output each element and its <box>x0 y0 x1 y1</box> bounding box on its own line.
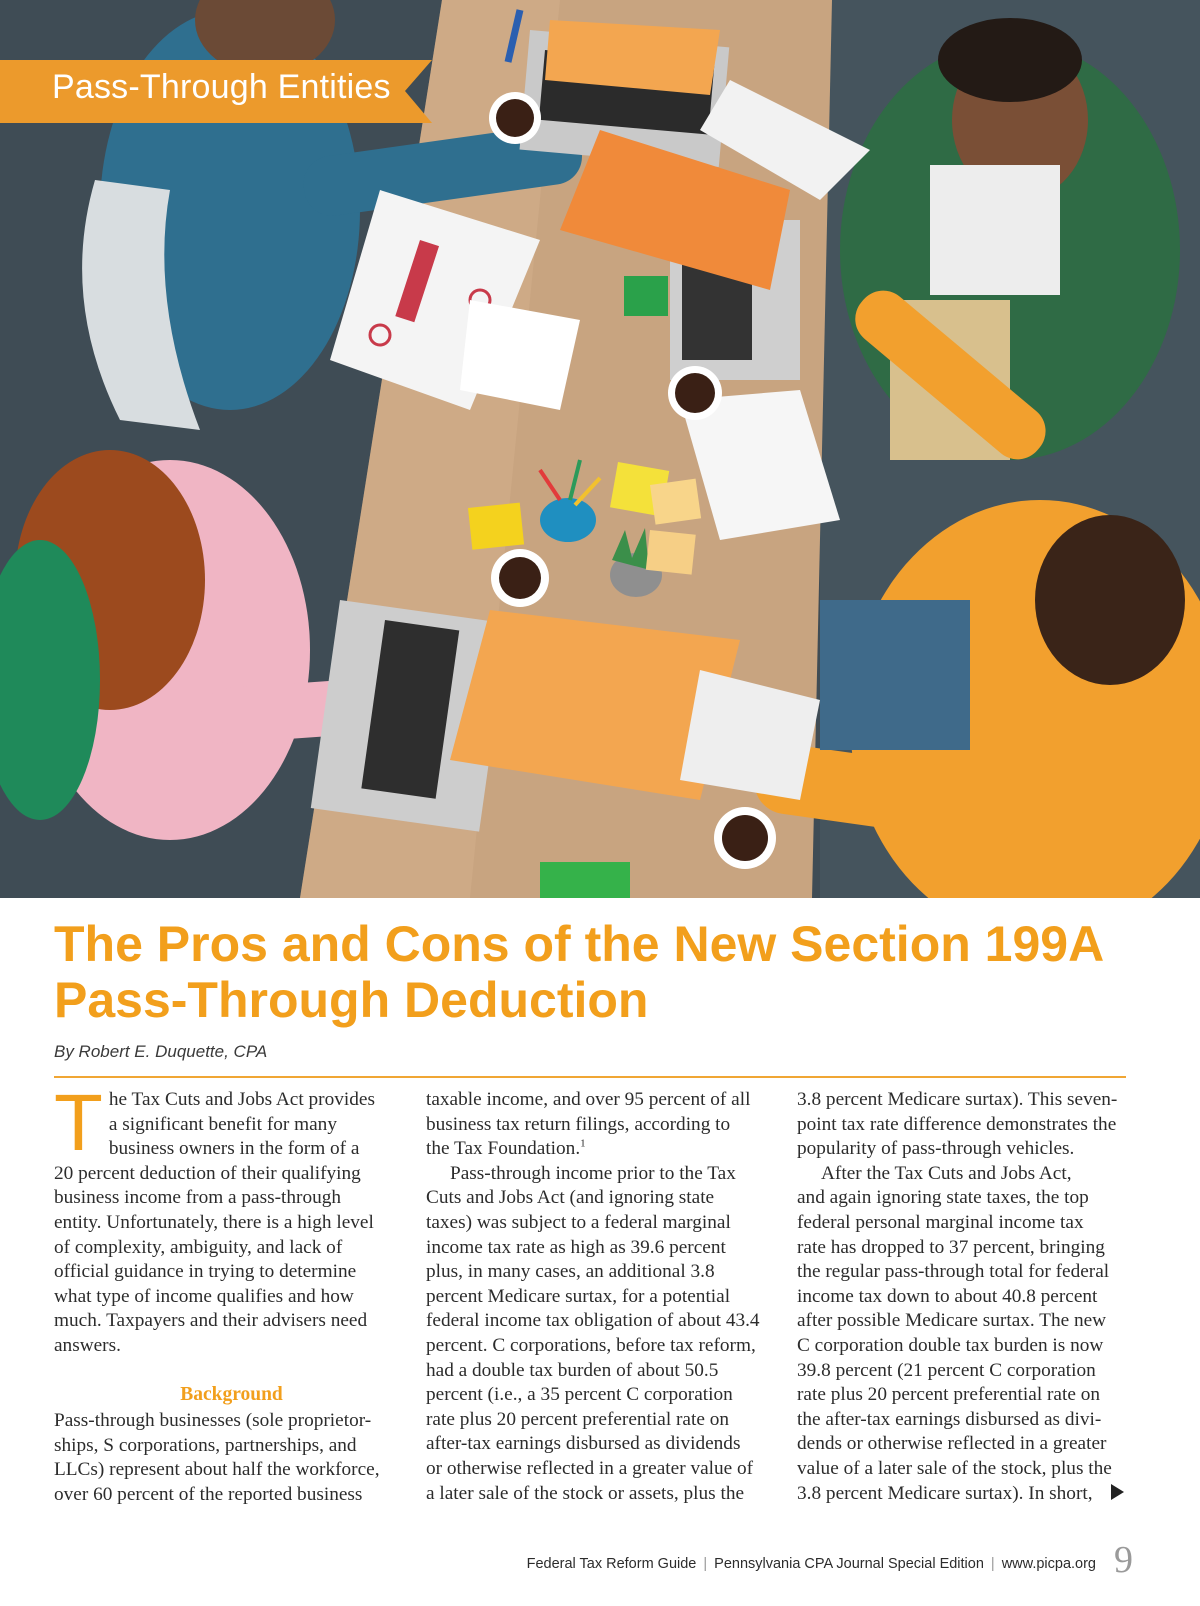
column-line: 20 percent deduction of their qualifying <box>54 1162 361 1184</box>
section-heading-background: Background <box>180 1383 283 1405</box>
column-line: had a double tax burden of about 50.5 <box>426 1359 719 1381</box>
footer-journal-title: Pennsylvania CPA Journal Special Edition <box>714 1556 984 1572</box>
column-line: taxes) was subject to a federal marginal <box>426 1211 731 1233</box>
column-line: a significant benefit for many <box>108 1113 337 1135</box>
last-line-text: 3.8 percent Medicare surtax). In short, <box>797 1482 1093 1504</box>
section-banner <box>0 60 432 123</box>
column-line: the after-tax earnings disbursed as divi- <box>797 1408 1102 1430</box>
footer-separator: | <box>703 1556 708 1572</box>
footnote-reference[interactable]: 1 <box>580 1137 586 1150</box>
column-line: over 60 percent of the reported business <box>54 1483 363 1505</box>
column-line: Cuts and Jobs Act (and ignoring state <box>426 1187 715 1209</box>
article-title-line2: Pass-Through Deduction <box>54 972 649 1028</box>
column-line: point tax rate difference demonstrates the <box>797 1113 1117 1135</box>
page-footer <box>0 1556 1096 1572</box>
column-line: federal personal marginal income tax <box>797 1211 1084 1233</box>
column-line: 39.8 percent (21 percent C corporation <box>797 1359 1096 1381</box>
column-line: value of a later sale of the stock, plus the <box>797 1457 1112 1479</box>
column-line: rate plus 20 percent preferential rate on <box>426 1408 729 1430</box>
column-line: rate plus 20 percent preferential rate on <box>797 1384 1100 1406</box>
tax-foundation-text: the Tax Foundation. <box>426 1138 581 1160</box>
column-line <box>426 1137 781 1162</box>
byline: By Robert E. Duquette, CPA <box>54 1042 268 1061</box>
column-line: ships, S corporations, partnerships, and <box>54 1434 357 1456</box>
column-line: income tax rate as high as 39.6 percent <box>426 1236 726 1258</box>
column-line: Pass-through income prior to the Tax <box>450 1162 736 1184</box>
column-line: rate has dropped to 37 percent, bringing <box>797 1236 1105 1258</box>
column-line: business income from a pass-through <box>54 1187 342 1209</box>
column-line: of complexity, ambiguity, and lack of <box>54 1236 343 1258</box>
column-line: official guidance in trying to determine <box>54 1261 357 1283</box>
continue-arrow-icon[interactable] <box>1111 1484 1124 1500</box>
column-line: C corporation double tax burden is now <box>797 1334 1104 1356</box>
column-line: percent Medicare surtax, for a potential <box>426 1285 731 1307</box>
title-divider <box>54 1076 1126 1078</box>
footer-separator: | <box>990 1556 995 1572</box>
column-line: or otherwise reflected in a greater value of <box>426 1457 754 1479</box>
column-line: after-tax earnings disbursed as dividends <box>426 1433 741 1455</box>
column-line: entity. Unfortunately, there is a high level <box>54 1211 374 1233</box>
column-line: popularity of pass-through vehicles. <box>797 1138 1075 1160</box>
column-line: answers. <box>54 1334 121 1356</box>
column-line: taxable income, and over 95 percent of all <box>426 1089 751 1110</box>
article-title-line1: The Pros and Cons of the New Section 199A <box>54 916 1105 972</box>
page-number: 9 <box>1114 1539 1133 1581</box>
column-line: and again ignoring state taxes, the top <box>797 1187 1089 1209</box>
column-line: Pass-through businesses (sole proprietor- <box>54 1410 372 1432</box>
column-line: income tax down to about 40.8 percent <box>797 1285 1098 1307</box>
column-line: percent (i.e., a 35 percent C corporation <box>426 1384 733 1406</box>
article-column-2 <box>426 1088 781 1506</box>
column-line: LLCs) represent about half the workforce, <box>54 1459 380 1481</box>
drop-cap: T <box>54 1078 103 1167</box>
article-column-1 <box>54 1078 409 1508</box>
column-line: he Tax Cuts and Jobs Act provides <box>108 1089 375 1110</box>
footer-guide-title: Federal Tax Reform Guide <box>526 1556 697 1572</box>
column-line: plus, in many cases, an additional 3.8 <box>426 1261 715 1283</box>
footer-website-link[interactable]: www.picpa.org <box>1001 1556 1096 1572</box>
column-line: what type of income qualifies and how <box>54 1285 354 1307</box>
column-line: the regular pass-through total for federal <box>797 1261 1110 1283</box>
column-line: after possible Medicare surtax. The new <box>797 1310 1107 1332</box>
article-title <box>54 916 1154 1028</box>
column-line: federal income tax obligation of about 43.4 <box>426 1310 760 1332</box>
column-line: 3.8 percent Medicare surtax). This seven- <box>797 1089 1118 1110</box>
column-line: business owners in the form of a <box>108 1138 360 1160</box>
column-line: much. Taxpayers and their advisers need <box>54 1310 368 1332</box>
column-line: business tax return filings, according to <box>426 1113 731 1135</box>
column-line: a later sale of the stock or assets, plus the <box>426 1482 745 1504</box>
column-line: After the Tax Cuts and Jobs Act, <box>821 1162 1072 1184</box>
column-line <box>797 1482 1152 1507</box>
column-line: percent. C corporations, before tax reform, <box>426 1334 756 1356</box>
article-column-3 <box>797 1088 1152 1506</box>
banner-label: Pass-Through Entities <box>52 68 391 106</box>
column-line: dends or otherwise reflected in a greater <box>797 1433 1107 1455</box>
